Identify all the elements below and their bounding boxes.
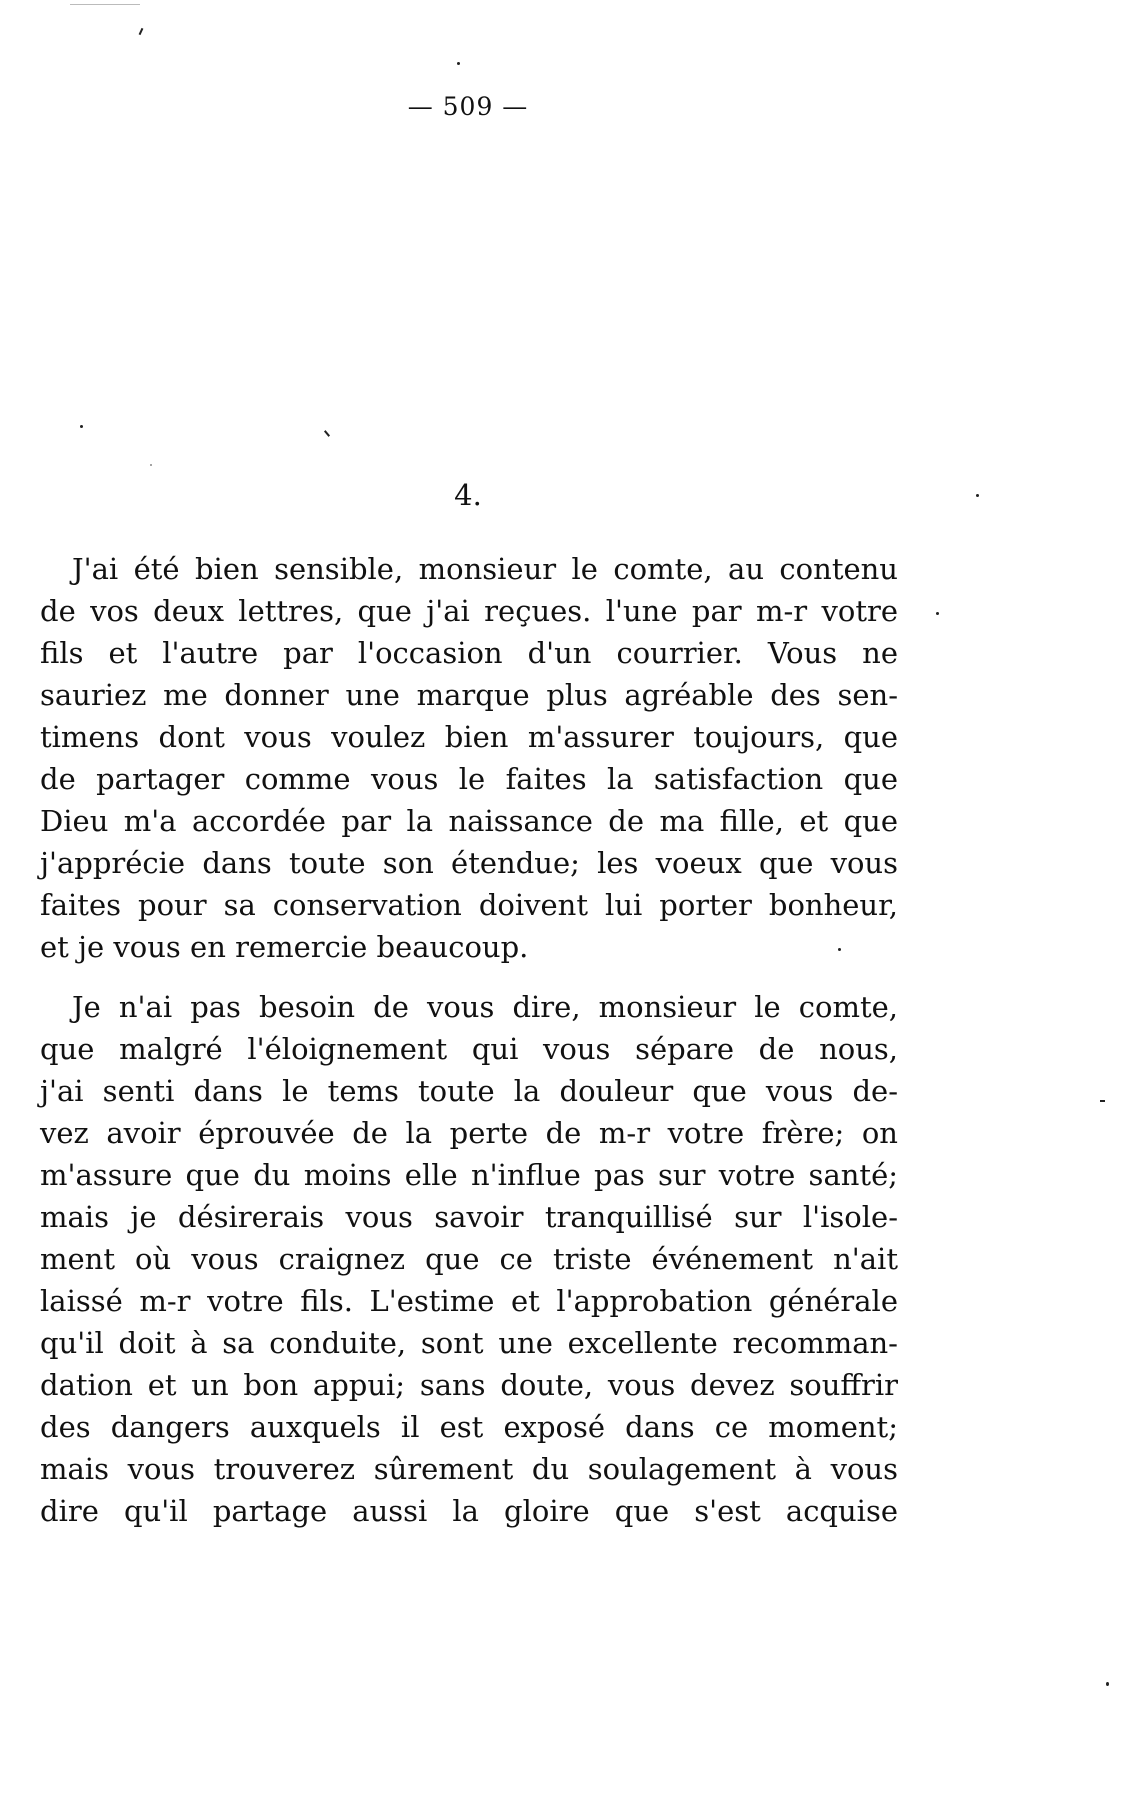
scan-artifact-speck (1106, 1682, 1109, 1686)
scan-artifact-speck (150, 464, 152, 466)
text-line: de partager comme vous le faites la satisfaction que (40, 762, 898, 796)
text-line: et je vous en remercie beaucoup. (40, 930, 529, 964)
section-number: 4. (454, 478, 482, 512)
text-line: de vos deux lettres, que j'ai reçues. l'une par m-r votre (40, 594, 898, 628)
scan-artifact-speck (457, 62, 460, 65)
text-line: m'assure que du moins elle n'influe pas sur votre santé; (40, 1158, 898, 1192)
text-line: Dieu m'a accordée par la naissance de ma fille, et que (40, 804, 898, 838)
text-line: Je n'ai pas besoin de vous dire, monsieur le comte, (72, 990, 898, 1024)
scan-artifact-speck (976, 494, 979, 497)
scan-artifact-speck (936, 612, 939, 615)
scan-artifact-speck (139, 28, 144, 35)
page-number: — 509 — (407, 92, 529, 121)
text-line: qu'il doit à sa conduite, sont une excellente recomman- (40, 1326, 898, 1360)
text-line: dire qu'il partage aussi la gloire que s'est acquise (40, 1494, 898, 1528)
text-line: dation et un bon appui; sans doute, vous devez souffrir (40, 1368, 898, 1402)
text-line: timens dont vous voulez bien m'assurer toujours, que (40, 720, 898, 754)
text-line: laissé m-r votre fils. L'estime et l'approbation générale (40, 1284, 898, 1318)
text-line: j'apprécie dans toute son étendue; les voeux que vous (40, 846, 898, 880)
text-line: des dangers auxquels il est exposé dans ce moment; (40, 1410, 898, 1444)
text-line: vez avoir éprouvée de la perte de m-r votre frère; on (40, 1116, 898, 1150)
text-line: j'ai senti dans le tems toute la douleur que vous de- (40, 1074, 898, 1108)
scan-artifact-speck (1100, 1100, 1105, 1102)
scan-artifact-speck (80, 425, 83, 428)
text-line: ment où vous craignez que ce triste événement n'ait (40, 1242, 898, 1276)
text-line: que malgré l'éloignement qui vous sépare de nous, (40, 1032, 898, 1066)
text-line: faites pour sa conservation doivent lui porter bonheur, (40, 888, 898, 922)
text-line: mais je désirerais vous savoir tranquillisé sur l'isole- (40, 1200, 898, 1234)
scan-artifact-speck (324, 430, 330, 437)
text-line: mais vous trouverez sûrement du soulagement à vous (40, 1452, 898, 1486)
text-line: sauriez me donner une marque plus agréable des sen- (40, 678, 898, 712)
text-line: fils et l'autre par l'occasion d'un courrier. Vous ne (40, 636, 898, 670)
text-line: J'ai été bien sensible, monsieur le comte, au contenu (72, 552, 898, 586)
scan-artifact-top-rule (70, 4, 140, 5)
